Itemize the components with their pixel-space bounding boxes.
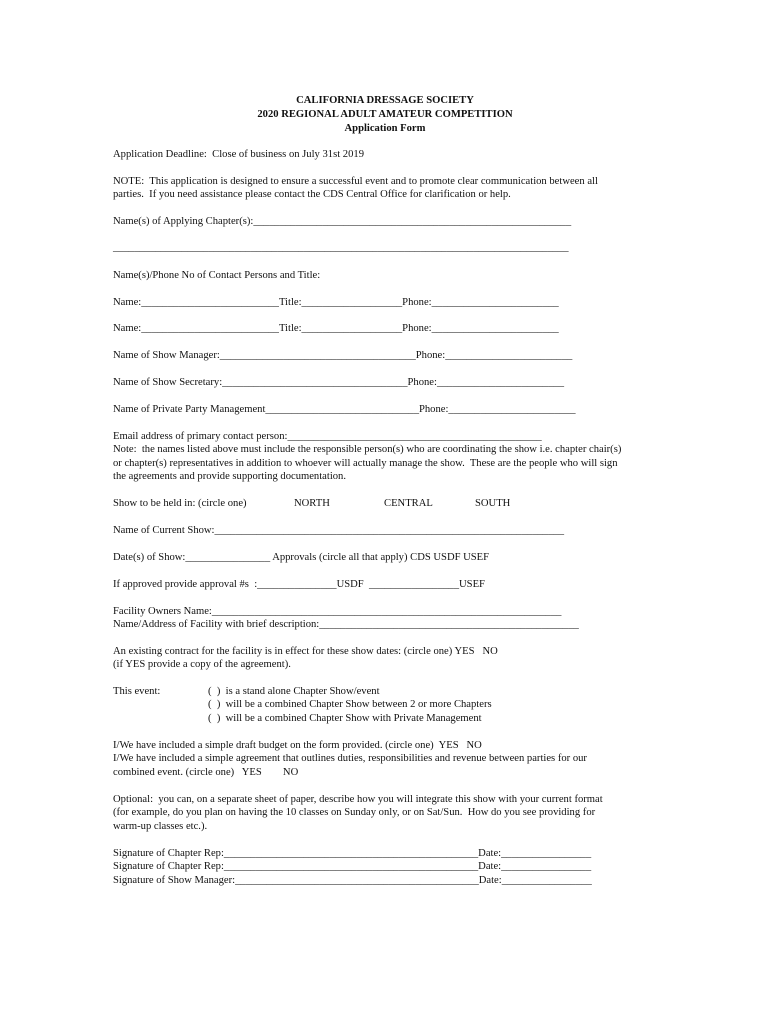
optional-line-1: Optional: you can, on a separate sheet of paper, describe how you will integrate this show with your current format — [113, 794, 603, 805]
facility-address-field[interactable]: Name/Address of Facility with brief description:_________________________________________________ — [113, 619, 579, 630]
signature-show-manager[interactable]: Signature of Show Manager:______________________________________________Date:_________________ — [113, 875, 592, 886]
current-show-field[interactable]: Name of Current Show:__________________________________________________________________ — [113, 525, 565, 536]
email-field[interactable]: Email address of primary contact person:________________________________________________ — [113, 431, 542, 442]
applying-chapters-field[interactable]: Name(s) of Applying Chapter(s):____________________________________________________________ — [113, 216, 572, 227]
optional-line-2: (for example, do you plan on having the 10 classes on Sunday only, or on Sat/Sun. How do you see providing for — [113, 807, 596, 818]
note-line-1: NOTE: This application is designed to ensure a successful event and to promote clear communication between all — [113, 176, 598, 187]
optional-line-3: warm-up classes etc.). — [113, 821, 208, 832]
form-title: Application Form — [344, 123, 426, 134]
location-label: Show to be held in: (circle one) — [113, 498, 247, 509]
deadline-text: Application Deadline: Close of business on July 31st 2019 — [113, 149, 364, 160]
contract-line-2: (if YES provide a copy of the agreement). — [113, 659, 291, 670]
signature-chapter-rep-1[interactable]: Signature of Chapter Rep:________________________________________________Date:_________________ — [113, 848, 592, 859]
contract-line-1[interactable]: An existing contract for the facility is in effect for these show dates: (circle one) YES NO — [113, 646, 498, 657]
show-dates-field[interactable]: Date(s) of Show:________________ Approvals (circle all that apply) CDS USDF USEF — [113, 552, 490, 563]
competition-title: 2020 REGIONAL ADULT AMATEUR COMPETITION — [257, 109, 513, 120]
approval-numbers-field[interactable]: If approved provide approval #s :_______________USDF _________________USEF — [113, 579, 485, 590]
facility-owners-field[interactable]: Facility Owners Name:__________________________________________________________________ — [113, 606, 562, 617]
location-option-central[interactable]: CENTRAL — [384, 498, 433, 509]
show-manager-field[interactable]: Name of Show Manager:_____________________________________Phone:________________________ — [113, 350, 573, 361]
applying-chapters-line-2[interactable]: ______________________________________________________________________________________ — [113, 242, 569, 253]
budget-line-1[interactable]: I/We have included a simple draft budget on the form provided. (circle one) YES NO — [113, 740, 482, 751]
event-option-private-management[interactable]: ( ) will be a combined Chapter Show with Private Management — [208, 713, 482, 724]
contact-row-2[interactable]: Name:__________________________Title:___________________Phone:________________________ — [113, 323, 559, 334]
note-line-2: parties. If you need assistance please contact the CDS Central Office for clarification or help. — [113, 189, 511, 200]
contact-row-1[interactable]: Name:__________________________Title:___________________Phone:________________________ — [113, 297, 559, 308]
location-option-north[interactable]: NORTH — [294, 498, 330, 509]
contacts-heading: Name(s)/Phone No of Contact Persons and Title: — [113, 270, 321, 281]
location-option-south[interactable]: SOUTH — [475, 498, 511, 509]
signature-chapter-rep-2[interactable]: Signature of Chapter Rep:________________________________________________Date:_________________ — [113, 861, 592, 872]
event-type-label: This event: — [113, 686, 161, 697]
show-secretary-field[interactable]: Name of Show Secretary:___________________________________Phone:________________________ — [113, 377, 565, 388]
email-note-line-2: or chapter(s) representatives in addition to whoever will actually manage the show. These are the people who will sign — [113, 458, 618, 469]
event-option-standalone[interactable]: ( ) is a stand alone Chapter Show/event — [208, 686, 380, 697]
budget-line-3[interactable]: combined event. (circle one) YES NO — [113, 767, 299, 778]
email-note-line-1: Note: the names listed above must include the responsible person(s) who are coordinating the show i.e. chapter chair(s) — [113, 444, 622, 455]
email-note-line-3: the agreements and provide supporting documentation. — [113, 471, 347, 482]
budget-line-2: I/We have included a simple agreement that outlines duties, responsibilities and revenue between parties for our — [113, 753, 587, 764]
event-option-combined-chapters[interactable]: ( ) will be a combined Chapter Show between 2 or more Chapters — [208, 699, 492, 710]
org-title: CALIFORNIA DRESSAGE SOCIETY — [296, 95, 474, 106]
private-party-field[interactable]: Name of Private Party Management_____________________________Phone:________________________ — [113, 404, 576, 415]
